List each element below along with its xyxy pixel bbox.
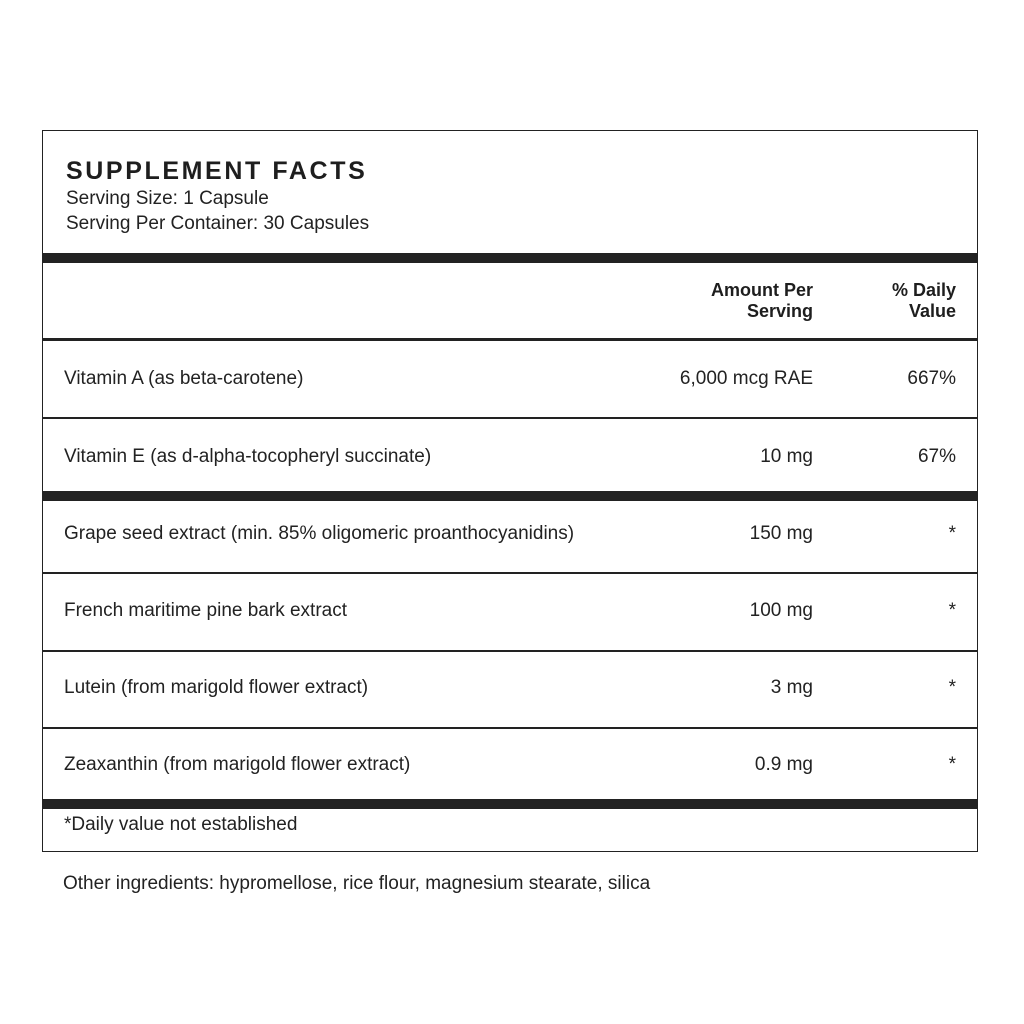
amount-header-line1: Amount Per bbox=[710, 280, 813, 300]
ingredient-daily-value: * bbox=[948, 600, 956, 621]
serving-size: Serving Size: 1 Capsule bbox=[66, 188, 269, 209]
ingredient-daily-value: * bbox=[948, 523, 956, 544]
amount-header-line2: Serving bbox=[746, 301, 813, 321]
label-header bbox=[43, 131, 977, 253]
table-row bbox=[43, 573, 977, 649]
ingredient-amount: 3 mg bbox=[770, 677, 813, 698]
ingredient-daily-value: 67% bbox=[917, 446, 956, 467]
supplement-facts-panel bbox=[42, 130, 978, 852]
table-row bbox=[43, 727, 977, 803]
amount-per-serving-header bbox=[711, 280, 813, 322]
ingredient-name: Vitamin A (as beta-carotene) bbox=[64, 368, 304, 389]
table-row bbox=[43, 496, 977, 572]
table-row bbox=[43, 419, 977, 495]
thick-divider-top bbox=[43, 253, 977, 263]
servings-per-container: Serving Per Container: 30 Capsules bbox=[66, 213, 370, 234]
ingredient-name: Zeaxanthin (from marigold flower extract) bbox=[64, 754, 411, 775]
label-title: SUPPLEMENT FACTS bbox=[66, 157, 368, 185]
ingredient-name: Lutein (from marigold flower extract) bbox=[64, 677, 369, 698]
daily-value-footnote: *Daily value not established bbox=[64, 814, 298, 835]
ingredient-daily-value: * bbox=[948, 677, 956, 698]
ingredient-daily-value: * bbox=[948, 754, 956, 775]
ingredient-amount: 100 mg bbox=[749, 600, 813, 621]
ingredient-amount: 150 mg bbox=[749, 523, 813, 544]
ingredient-daily-value: 667% bbox=[907, 368, 956, 389]
ingredient-name: Vitamin E (as d-alpha-tocopheryl succinate) bbox=[64, 446, 432, 467]
daily-value-header bbox=[892, 280, 956, 322]
ingredient-name: French maritime pine bark extract bbox=[64, 600, 347, 621]
ingredient-amount: 6,000 mcg RAE bbox=[679, 368, 813, 389]
table-row bbox=[43, 650, 977, 726]
dv-header-line1: % Daily bbox=[891, 280, 956, 300]
thick-divider-bottom bbox=[43, 799, 977, 809]
other-ingredients: Other ingredients: hypromellose, rice flour, magnesium stearate, silica bbox=[63, 873, 651, 894]
table-row bbox=[43, 341, 977, 417]
dv-header-line2: Value bbox=[908, 301, 956, 321]
ingredient-amount: 10 mg bbox=[760, 446, 813, 467]
ingredient-amount: 0.9 mg bbox=[754, 754, 813, 775]
ingredient-name: Grape seed extract (min. 85% oligomeric proanthocyanidins) bbox=[64, 523, 575, 544]
